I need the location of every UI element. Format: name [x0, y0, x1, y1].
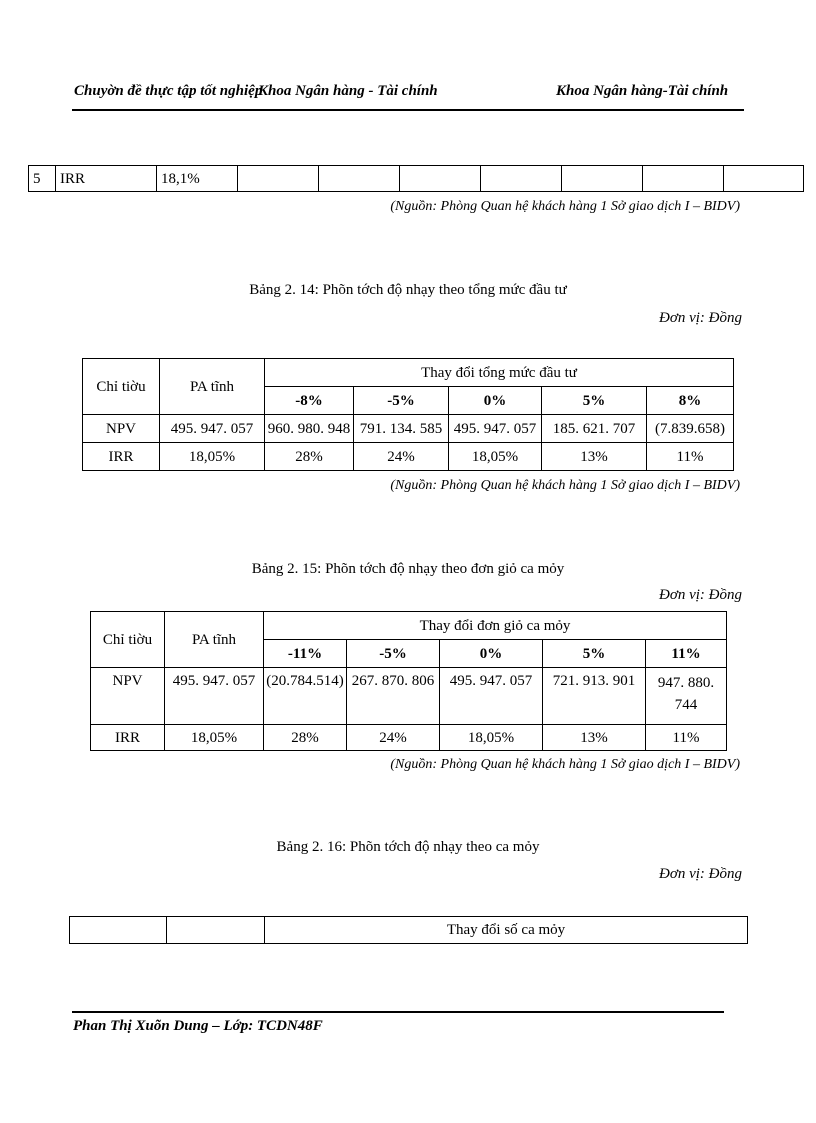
table-row: [83, 443, 734, 471]
value-cell: 24%: [347, 725, 440, 751]
value-cell: 28%: [264, 725, 347, 751]
value-cell: [646, 668, 727, 725]
table-row: [29, 166, 804, 192]
base-cell: 495. 947. 057: [165, 668, 264, 725]
col-base: PA tĩnh: [160, 359, 265, 415]
value-cell: 18,05%: [440, 725, 543, 751]
col-base: PA tĩnh: [165, 612, 264, 668]
change-header: 11%: [646, 640, 727, 668]
table16: [69, 916, 748, 944]
table-header-row: [70, 917, 748, 944]
table-row: [91, 725, 727, 751]
row-label: IRR: [56, 166, 157, 192]
row-number: 5: [29, 166, 56, 192]
value-line: 947. 880.: [657, 675, 715, 691]
footer-text: Phan Thị Xuõn Dung – Lớp: TCDN48F: [73, 1018, 323, 1034]
value-cell: 267. 870. 806: [347, 668, 440, 725]
empty-cell: [724, 166, 804, 192]
continued-table: [28, 165, 804, 192]
row-label: NPV: [83, 415, 160, 443]
value-cell: 28%: [265, 443, 354, 471]
value-cell: 24%: [354, 443, 449, 471]
table15-unit: Đơn vị: Đồng: [659, 587, 742, 603]
value-cell: 13%: [542, 443, 647, 471]
change-header: 0%: [449, 387, 542, 415]
base-cell: 18,05%: [160, 443, 265, 471]
base-cell: 495. 947. 057: [160, 415, 265, 443]
row-value: 18,1%: [157, 166, 238, 192]
value-cell: 791. 134. 585: [354, 415, 449, 443]
row-label: NPV: [91, 668, 165, 725]
source-note: (Nguồn: Phòng Quan hệ khách hàng 1 Sở giao dịch I – BIDV): [390, 478, 740, 493]
header-left-dept: Khoa Ngân hàng - Tài chính: [258, 83, 438, 99]
change-header: -5%: [347, 640, 440, 668]
header-rule: [72, 109, 744, 111]
col-indicator: Chỉ tiờu: [91, 612, 165, 668]
header-left-title: Chuyờn đề thực tập tốt nghiệp: [74, 83, 263, 99]
empty-cell: [481, 166, 562, 192]
value-line: 744: [674, 697, 698, 713]
empty-cell: [562, 166, 643, 192]
table15: [90, 611, 727, 751]
value-cell: 11%: [647, 443, 734, 471]
value-cell: 18,05%: [449, 443, 542, 471]
change-header: -8%: [265, 387, 354, 415]
table-row: [91, 668, 727, 725]
header-right-dept: Khoa Ngân hàng-Tài chính: [556, 83, 729, 99]
table14: [82, 358, 734, 471]
change-header: 8%: [647, 387, 734, 415]
value-cell: (7.839.658): [647, 415, 734, 443]
value-cell: 495. 947. 057: [440, 668, 543, 725]
source-note: (Nguồn: Phòng Quan hệ khách hàng 1 Sở giao dịch I – BIDV): [390, 199, 740, 214]
table14-unit: Đơn vị: Đồng: [659, 310, 742, 326]
change-header: 0%: [440, 640, 543, 668]
value-cell: 185. 621. 707: [542, 415, 647, 443]
change-header: 5%: [542, 387, 647, 415]
source-note: (Nguồn: Phòng Quan hệ khách hàng 1 Sở giao dịch I – BIDV): [390, 757, 740, 772]
value-cell: 495. 947. 057: [449, 415, 542, 443]
empty-cell: [70, 917, 167, 944]
value-cell: (20.784.514): [264, 668, 347, 725]
group-header: Thay đổi số ca mỏy: [265, 917, 748, 944]
empty-cell: [167, 917, 265, 944]
empty-cell: [319, 166, 400, 192]
value-cell: 960. 980. 948: [265, 415, 354, 443]
change-header: -5%: [354, 387, 449, 415]
row-label: IRR: [91, 725, 165, 751]
group-header: Thay đổi đơn giỏ ca mỏy: [264, 612, 727, 640]
value-cell: 13%: [543, 725, 646, 751]
empty-cell: [238, 166, 319, 192]
change-header: -11%: [264, 640, 347, 668]
table-header-row: [91, 612, 727, 640]
table-header-row: [83, 359, 734, 387]
value-cell: 11%: [646, 725, 727, 751]
table15-caption: Bảng 2. 15: Phõn tớch độ nhạy theo đơn giỏ ca mỏy: [251, 561, 565, 577]
value-cell: 721. 913. 901: [543, 668, 646, 725]
group-header: Thay đổi tổng mức đầu tư: [265, 359, 734, 387]
table14-caption: Bảng 2. 14: Phõn tớch độ nhạy theo tổng mức đầu tư: [249, 282, 567, 298]
table16-unit: Đơn vị: Đồng: [659, 866, 742, 882]
empty-cell: [643, 166, 724, 192]
table16-caption: Bảng 2. 16: Phõn tớch độ nhạy theo ca mỏy: [276, 839, 540, 855]
base-cell: 18,05%: [165, 725, 264, 751]
col-indicator: Chỉ tiờu: [83, 359, 160, 415]
change-header: 5%: [543, 640, 646, 668]
table-row: [83, 415, 734, 443]
empty-cell: [400, 166, 481, 192]
footer-rule: [72, 1011, 724, 1013]
row-label: IRR: [83, 443, 160, 471]
